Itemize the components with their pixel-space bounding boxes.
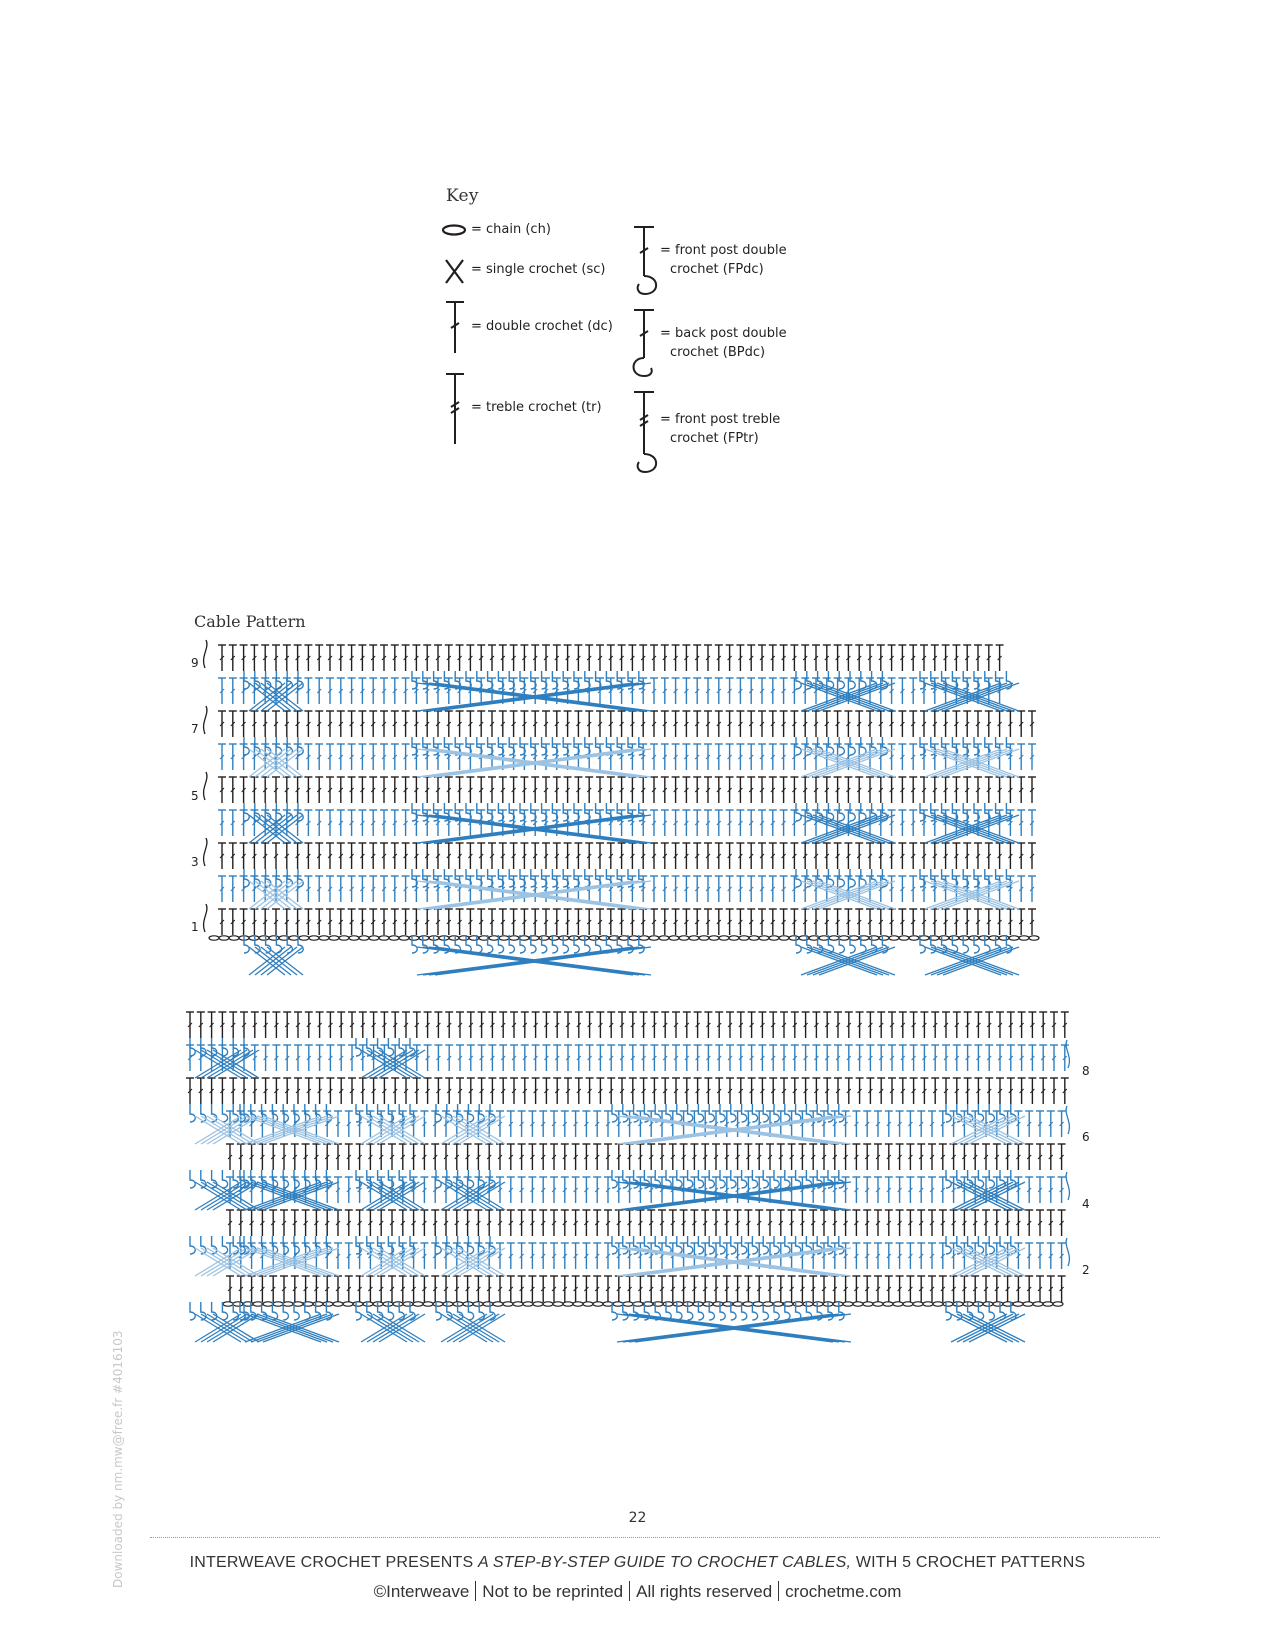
row-label-4: 4: [1082, 1197, 1090, 1211]
key-label-fpdc-line1: = front post double: [660, 243, 787, 258]
footer-website-link[interactable]: crochetme.com: [785, 1582, 902, 1601]
key-label-double-crochet: = double crochet (dc): [471, 319, 613, 334]
key-label-fptr-line2: crochet (FPtr): [670, 431, 759, 446]
footer-not-reprinted: Not to be reprinted: [482, 1582, 624, 1601]
key-title: Key: [446, 186, 479, 206]
key-label-treble-crochet: = treble crochet (tr): [471, 400, 602, 415]
key-label-bpdc-line1: = back post double: [660, 326, 787, 341]
footer-separator: [778, 1581, 779, 1601]
row-label-9: 9: [191, 656, 199, 670]
footer-title-italic: A STEP-BY-STEP GUIDE TO CROCHET CABLES,: [477, 1554, 852, 1571]
footer-copyright: ©Interweave: [373, 1582, 470, 1601]
key-label-fptr-line1: = front post treble: [660, 412, 781, 427]
footer-title-prefix: INTERWEAVE CROCHET PRESENTS: [189, 1554, 478, 1571]
key-label-fpdc-line2: crochet (FPdc): [670, 262, 764, 277]
download-watermark: Downloaded by nm.mw@free.fr #4016103: [111, 1330, 125, 1588]
footer-title: [0, 1554, 1275, 1572]
footer-title-suffix: WITH 5 CROCHET PATTERNS: [851, 1554, 1086, 1571]
key-label-single-crochet: = single crochet (sc): [471, 262, 606, 277]
key-label-chain: = chain (ch): [471, 222, 551, 237]
row-label-8: 8: [1082, 1064, 1090, 1078]
footer-separator: [475, 1581, 476, 1601]
row-label-6: 6: [1082, 1130, 1090, 1144]
footer-rights: All rights reserved: [636, 1582, 773, 1601]
row-label-3: 3: [191, 855, 199, 869]
footer-separator: [629, 1581, 630, 1601]
row-label-5: 5: [191, 789, 199, 803]
page-number: 22: [628, 1510, 647, 1526]
key-label-bpdc-line2: crochet (BPdc): [670, 345, 766, 360]
row-label-7: 7: [191, 722, 199, 736]
footer-credits: [0, 1581, 1275, 1602]
row-label-2: 2: [1082, 1263, 1090, 1277]
chart-upper-panel: [204, 640, 1039, 975]
footer-divider: [150, 1537, 1160, 1538]
row-label-1: 1: [191, 920, 199, 934]
chart-lower-panel: [186, 1012, 1069, 1342]
chart-title: Cable Pattern: [194, 612, 306, 631]
